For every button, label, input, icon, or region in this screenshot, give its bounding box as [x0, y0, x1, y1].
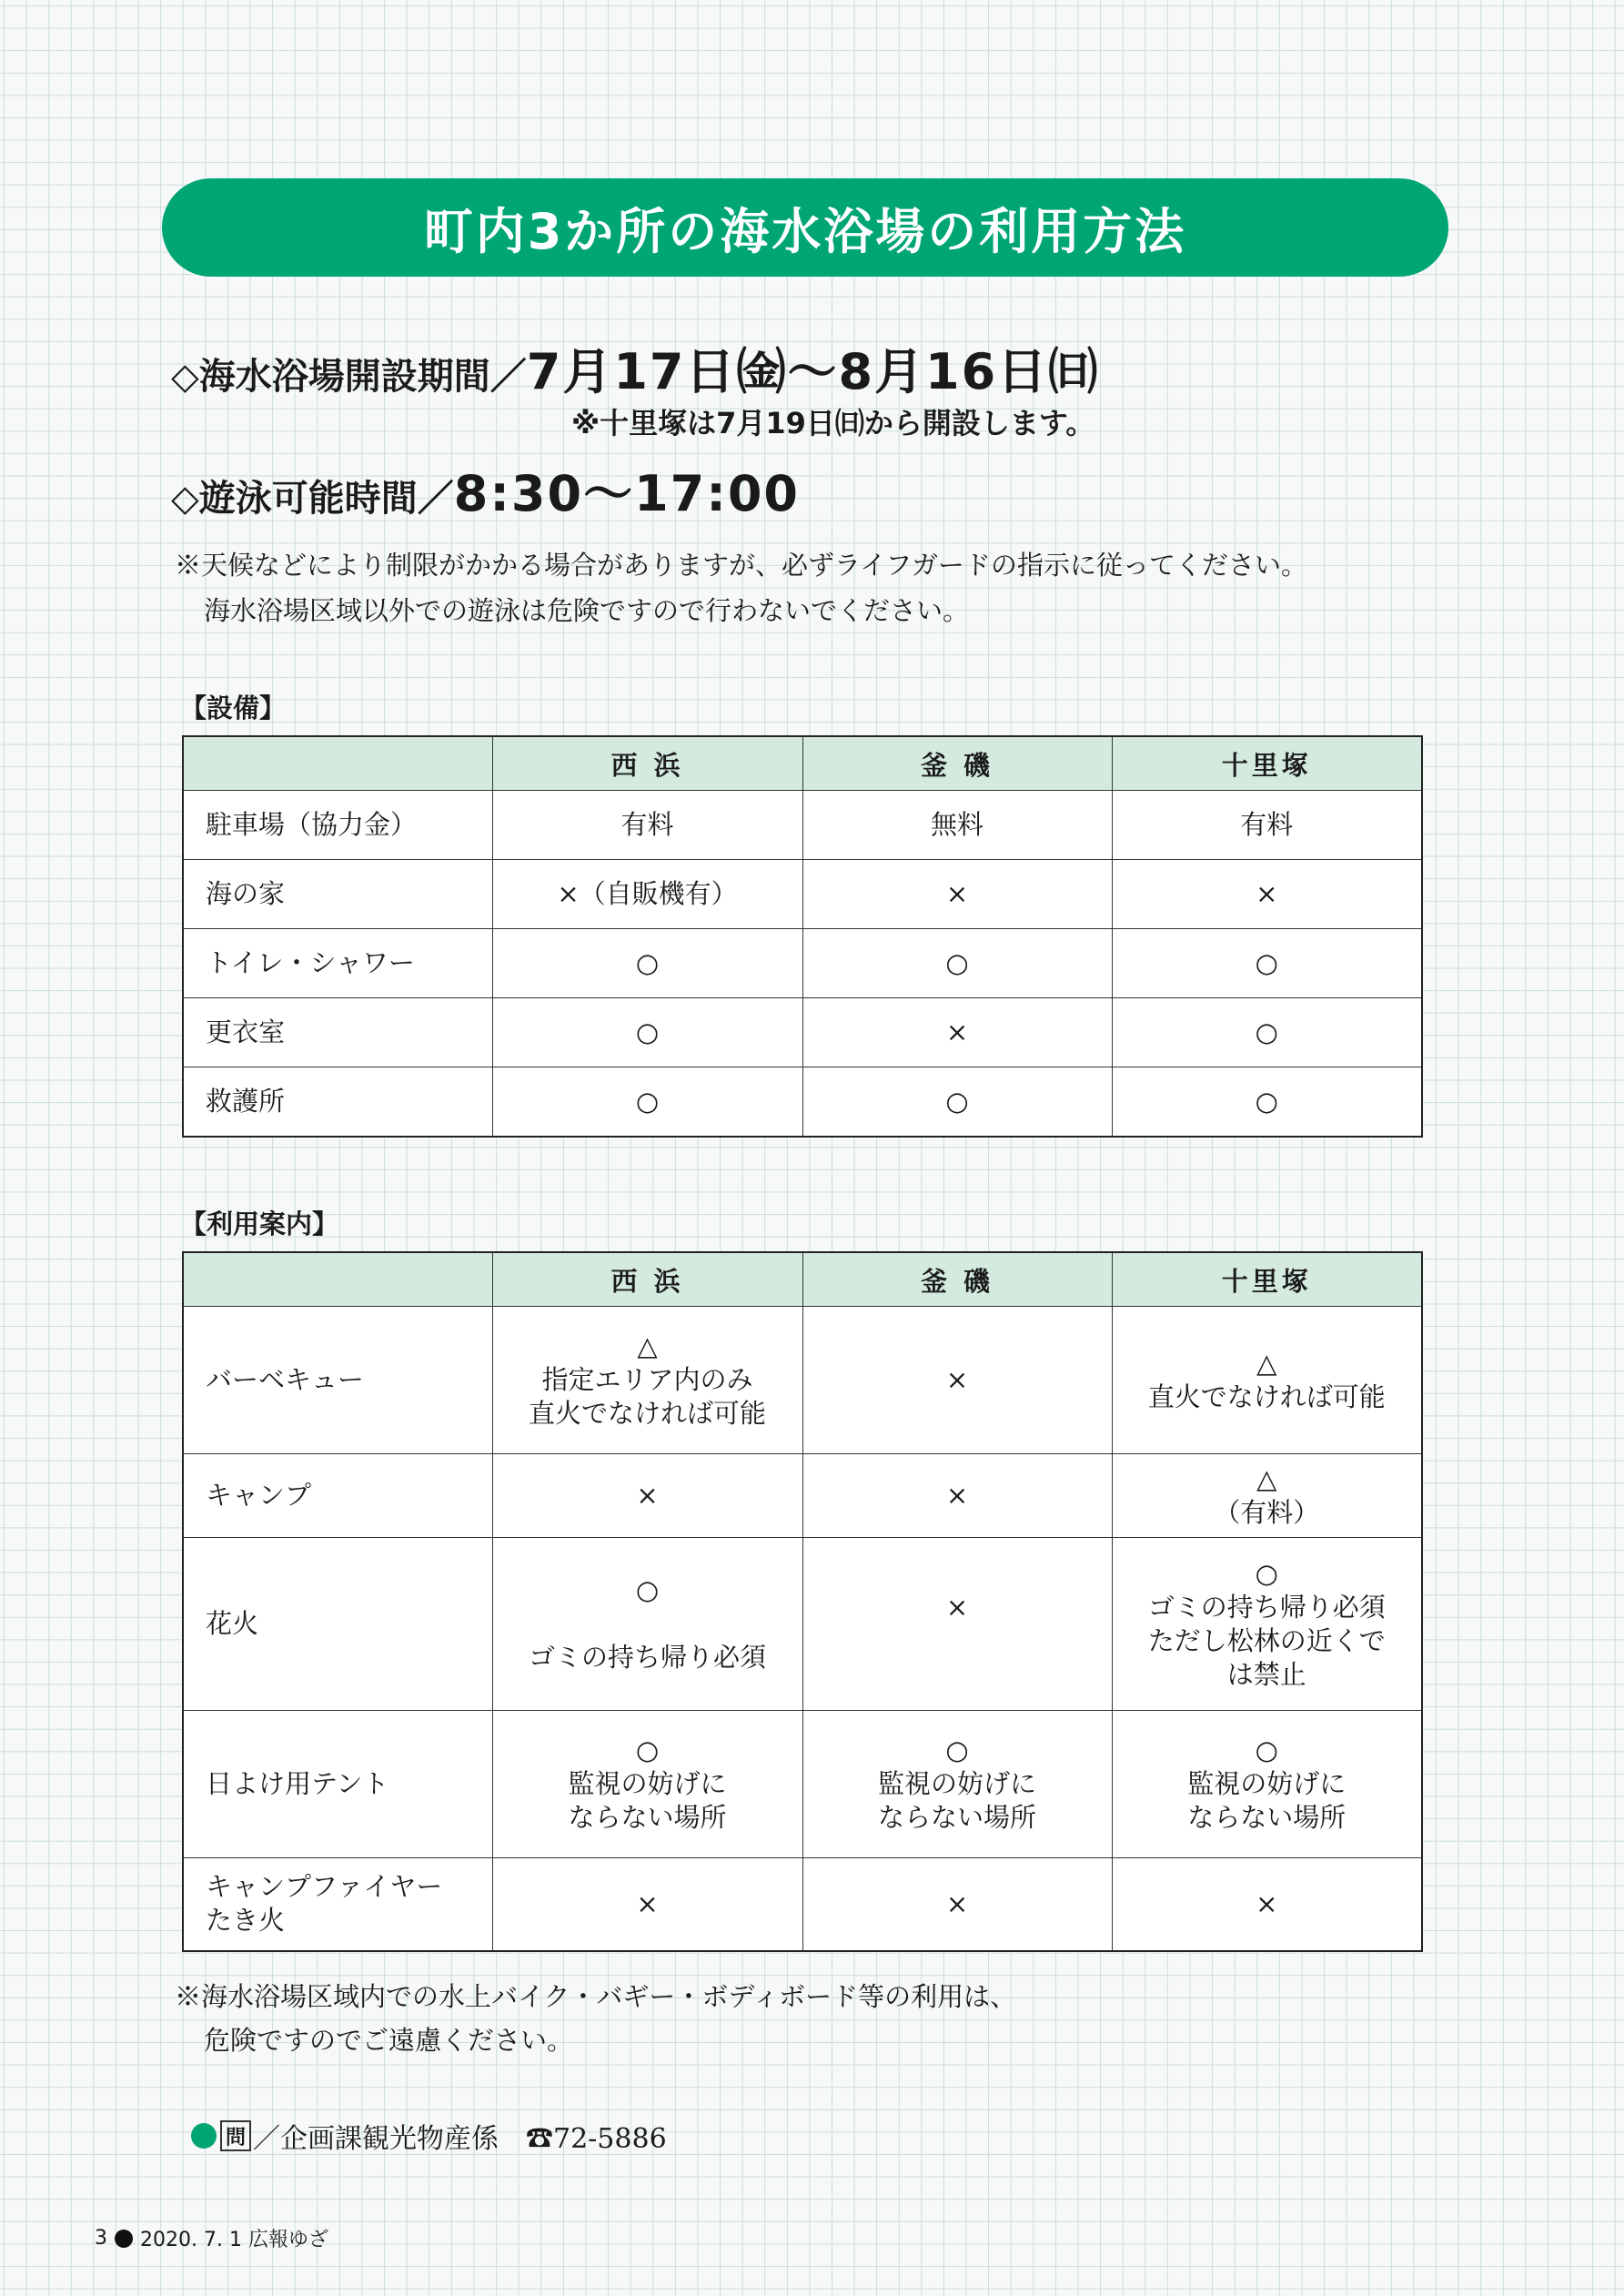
inquiry-badge: 問: [220, 2120, 251, 2151]
table-cell: ○ ゴミの持ち帰り必須 ただし松林の近くで は禁止: [1112, 1538, 1422, 1711]
guide-header-3: 十里塚: [1112, 1252, 1422, 1307]
table-cell: △ 直火でなければ可能: [1112, 1307, 1422, 1454]
row-label: バーベキュー: [183, 1307, 492, 1454]
table-row: [183, 929, 1422, 998]
table-row: [183, 1307, 1422, 1454]
title-banner: [162, 178, 1448, 277]
swimming-hours: [171, 455, 800, 525]
table-cell: ×: [802, 1538, 1112, 1711]
row-label: キャンプ: [183, 1454, 492, 1538]
row-label: 花火: [183, 1538, 492, 1711]
guide-header-2: 釜 磯: [802, 1252, 1112, 1307]
guide-title: 【利用案内】: [180, 1209, 339, 1239]
opening-period-value: 7月17日㈮〜8月16日㈰: [526, 343, 1100, 400]
table-cell: ○: [1112, 929, 1422, 998]
table-cell: △ 指定エリア内のみ 直火でなければ可能: [492, 1307, 802, 1454]
facilities-header-2: 釜 磯: [802, 736, 1112, 791]
facilities-header-0: [183, 736, 492, 791]
table-cell: 無料: [802, 791, 1112, 860]
table-cell: ○: [492, 929, 802, 998]
table-row: [183, 791, 1422, 860]
watercraft-footnote-line2: 危険ですのでご遠慮ください。: [204, 2025, 574, 2056]
guide-header-0: [183, 1252, 492, 1307]
row-label: 日よけ用テント: [183, 1711, 492, 1858]
guide-header-1: 西 浜: [492, 1252, 802, 1307]
table-cell: ×: [802, 1307, 1112, 1454]
table-row: [183, 1711, 1422, 1858]
facilities-header-3: 十里塚: [1112, 736, 1422, 791]
facilities-header-1: 西 浜: [492, 736, 802, 791]
table-cell: ×: [492, 1454, 802, 1538]
bullet-dot-icon: [191, 2123, 217, 2149]
row-label: トイレ・シャワー: [183, 929, 492, 998]
row-label: 駐車場（協力金）: [183, 791, 492, 860]
table-cell: ○: [492, 1067, 802, 1137]
row-label: 救護所: [183, 1067, 492, 1137]
safety-notice-line1: ※天候などにより制限がかかる場合がありますが、必ずライフガードの指示に従ってください。: [175, 550, 1307, 581]
table-cell: ○: [802, 1067, 1112, 1137]
opening-period: [171, 333, 1099, 403]
row-label: キャンプファイヤー たき火: [183, 1858, 492, 1951]
table-cell: ○ 監視の妨げに ならない場所: [1112, 1711, 1422, 1858]
row-label: 海の家: [183, 860, 492, 929]
table-cell: ×: [802, 1858, 1112, 1951]
issue-info: 2020. 7. 1 広報ゆざ: [140, 2229, 328, 2251]
contact-text: ／企画課観光物産係 ☎72-5886: [253, 2123, 667, 2155]
table-cell: △ （有料）: [1112, 1454, 1422, 1538]
separator-dot-icon: [115, 2230, 133, 2248]
page-footer: [95, 2224, 328, 2252]
page-number: 3: [95, 2227, 107, 2250]
table-cell: ○: [1112, 1067, 1422, 1137]
table-row: [183, 1067, 1422, 1137]
table-cell: ○ 監視の妨げに ならない場所: [802, 1711, 1112, 1858]
table-cell: 有料: [1112, 791, 1422, 860]
table-cell: ○: [802, 929, 1112, 998]
table-cell: ×: [802, 998, 1112, 1067]
table-cell: ×: [802, 860, 1112, 929]
table-cell: ×: [802, 1454, 1112, 1538]
table-cell: ×: [492, 1858, 802, 1951]
swimming-hours-label: ◇遊泳可能時間／: [171, 478, 454, 520]
table-cell: ○ ゴミの持ち帰り必須: [492, 1538, 802, 1711]
table-row: [183, 1858, 1422, 1951]
safety-notice-line2: 海水浴場区域以外での遊泳は危険ですので行わないでください。: [204, 595, 970, 626]
opening-period-note: ※十里塚は7月19日㈰から開設します。: [571, 406, 1095, 440]
table-cell: ○: [492, 998, 802, 1067]
watercraft-footnote: [175, 1975, 1016, 2062]
opening-period-label: ◇海水浴場開設期間／: [171, 356, 527, 398]
contact-info: [191, 2116, 667, 2156]
table-row: [183, 1454, 1422, 1538]
table-row: [183, 860, 1422, 929]
row-label: 更衣室: [183, 998, 492, 1067]
guide-table: [182, 1251, 1423, 1952]
table-cell: ×: [1112, 1858, 1422, 1951]
safety-notice: [175, 542, 1307, 633]
swimming-hours-value: 8:30〜17:00: [453, 465, 800, 522]
facilities-table: [182, 735, 1423, 1138]
table-cell: 有料: [492, 791, 802, 860]
table-cell: ○: [1112, 998, 1422, 1067]
table-cell: ○ 監視の妨げに ならない場所: [492, 1711, 802, 1858]
table-row: [183, 998, 1422, 1067]
facilities-title: 【設備】: [180, 693, 287, 723]
watercraft-footnote-line1: ※海水浴場区域内での水上バイク・バギー・ボディボード等の利用は、: [175, 1981, 1017, 2012]
table-cell: ×: [1112, 860, 1422, 929]
table-cell: ×（自販機有）: [492, 860, 802, 929]
table-row: [183, 1538, 1422, 1711]
page-title: 町内3か所の海水浴場の利用方法: [423, 202, 1187, 260]
